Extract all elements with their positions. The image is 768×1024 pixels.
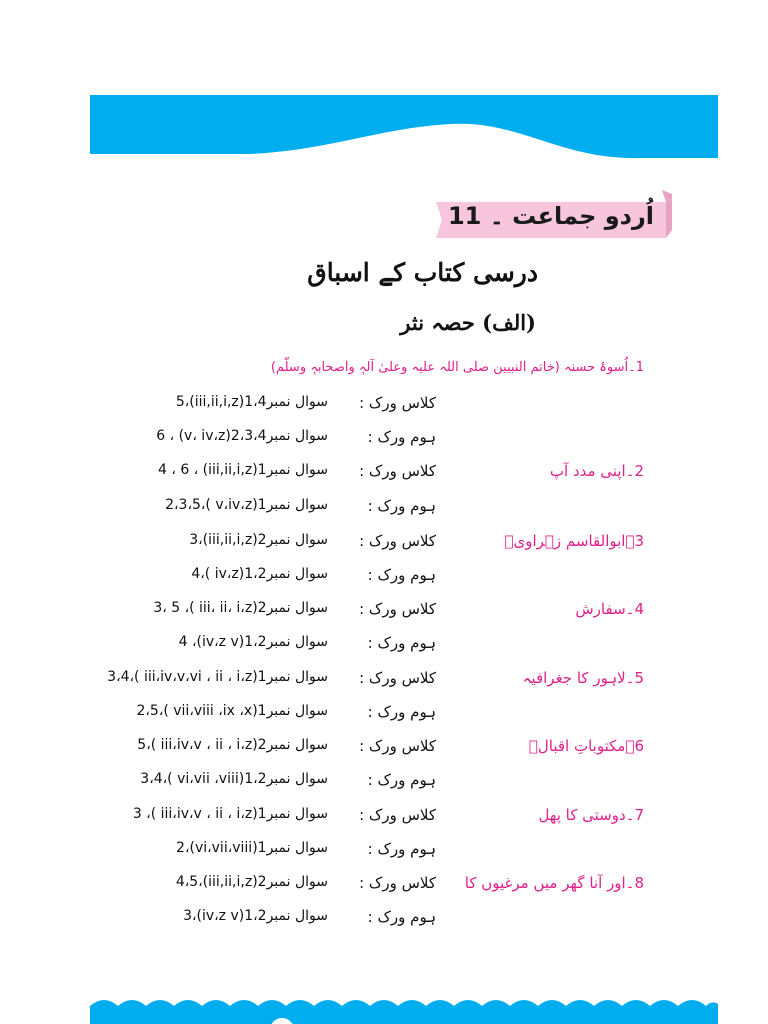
question-list: سوال نمبر1(iii،iv،v،vi ، ii ، i،z )،3،4	[107, 669, 328, 685]
work-type: کلاس ورک :	[359, 532, 436, 550]
table-row	[0, 596, 768, 626]
table-row	[0, 699, 768, 729]
header-band-shape	[90, 95, 718, 158]
question-list: سوال نمبر2(iii، ii، i،z )، 3، 5	[153, 600, 328, 616]
work-type: ہوم ورک :	[367, 771, 436, 789]
question-list: سوال نمبر1،2(iv،z )،4	[191, 566, 328, 582]
work-type: ہوم ورک :	[367, 840, 436, 858]
table-row	[0, 870, 768, 900]
header-band	[0, 0, 768, 170]
table-row	[0, 390, 768, 420]
work-type: ہوم ورک :	[367, 634, 436, 652]
footer-wave-band	[0, 990, 768, 1024]
work-type: کلاس ورک :	[359, 874, 436, 892]
lesson-title: 7۔دوستی کا پھل	[538, 806, 644, 824]
question-list: سوال نمبر1،2(iv،z v)،3	[183, 908, 328, 924]
work-type: ہوم ورک :	[367, 703, 436, 721]
work-type: کلاس ورک :	[359, 600, 436, 618]
question-list: سوال نمبر1،4(iii,ii,i,z)،5	[175, 394, 328, 410]
work-type: کلاس ورک :	[359, 394, 436, 412]
table-row	[0, 836, 768, 866]
table-row	[0, 802, 768, 832]
question-list: سوال نمبر2(iii,ii,i,z)،3	[189, 532, 328, 548]
prose-section-heading: (الف) حصہ نثر	[400, 310, 536, 335]
work-type: کلاس ورک :	[359, 669, 436, 687]
question-list: سوال نمبر2(iii،iv،v ، ii ، i،z )،5	[137, 737, 328, 753]
lesson-title: 8۔اور آنا گھر میں مرغیوں کا	[464, 874, 644, 892]
question-list: سوال نمبر1،2(iv،z v)، 4	[178, 634, 328, 650]
question-list: سوال نمبر1(vi،vii،viii)،2	[176, 840, 328, 856]
lesson-title: 6۔مکتوباتِ اقبالؒ	[528, 737, 644, 755]
table-row	[0, 767, 768, 797]
table-row	[0, 562, 768, 592]
table-row	[0, 424, 768, 454]
lesson-title: 2۔اپنی مدد آپ	[549, 462, 644, 480]
work-type: کلاس ورک :	[359, 806, 436, 824]
lesson-title: 5۔لاہور کا جغرافیہ	[522, 669, 644, 687]
question-list: سوال نمبر1(iii،iv،v ، ii ، i،z )، 3	[132, 806, 328, 822]
question-list: سوال نمبر1(vii،viii ،ix ،x )،2،5	[136, 703, 328, 719]
question-list: سوال نمبر1،2(vi،vii ،viii )،3،4	[140, 771, 328, 787]
table-row	[0, 458, 768, 488]
table-row	[0, 733, 768, 763]
page-title: اُردو جماعت ۔ 11	[447, 202, 654, 230]
question-list: سوال نمبر2(iii,ii,i,z)،4،5	[175, 874, 328, 890]
work-type: کلاس ورک :	[359, 737, 436, 755]
table-row	[0, 904, 768, 934]
work-type: کلاس ورک :	[359, 462, 436, 480]
question-list: سوال نمبر2،3،4(v، iv،z) ، 6	[156, 428, 328, 444]
table-row	[0, 493, 768, 523]
work-type: ہوم ورک :	[367, 908, 436, 926]
work-type: ہوم ورک :	[367, 428, 436, 446]
work-type: ہوم ورک :	[367, 566, 436, 584]
lesson-title: 4۔سفارش	[575, 600, 644, 618]
book-lessons-heading: درسی کتاب کے اسباق	[307, 258, 538, 287]
work-type: ہوم ورک :	[367, 497, 436, 515]
question-list: سوال نمبر1(iii,ii,i,z) ، 4 ، 6	[158, 462, 328, 478]
lesson-1-title: 1۔اُسوۂ حسنہ (خاتم النبیین صلی اللہ علیہ وعلیٰ آلہٖ واصحابہٖ وسلّم)	[270, 360, 644, 375]
table-row	[0, 665, 768, 695]
lesson-title: 3۔ابوالقاسم زہراویؒ	[504, 532, 644, 550]
table-row	[0, 528, 768, 558]
table-row	[0, 630, 768, 660]
question-list: سوال نمبر1(v،iv،z )،2،3،5	[165, 497, 328, 513]
